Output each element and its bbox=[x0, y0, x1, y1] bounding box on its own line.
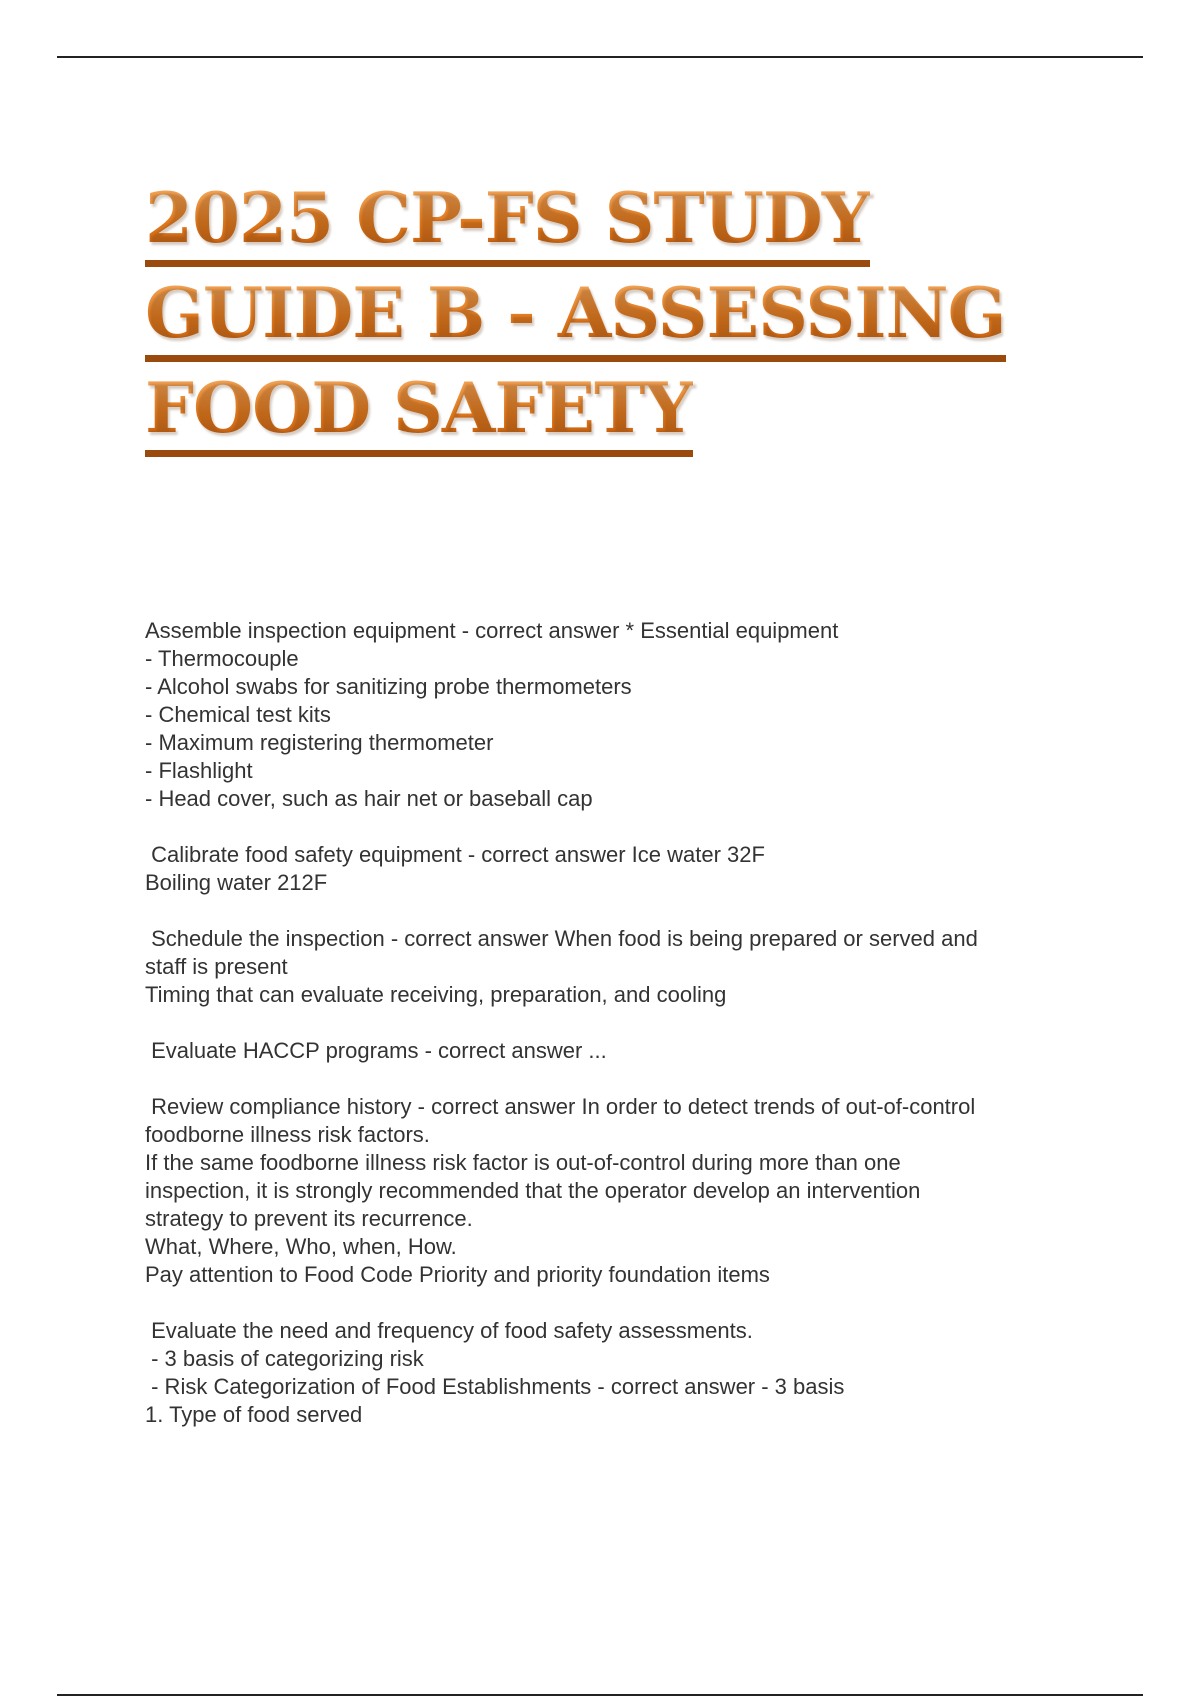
text-line: Boiling water 212F bbox=[145, 870, 328, 895]
bottom-rule bbox=[57, 1694, 1143, 1696]
document-title bbox=[145, 178, 1145, 463]
title-line-2: GUIDE B - ASSESSING bbox=[145, 273, 1006, 362]
top-rule bbox=[57, 56, 1143, 58]
block-schedule-inspection bbox=[145, 925, 1105, 1009]
text-line: If the same foodborne illness risk factor is out-of-control during more than one bbox=[145, 1150, 901, 1175]
text-line: Review compliance history - correct answer In order to detect trends of out-of-control bbox=[145, 1094, 976, 1119]
block-inspection-equipment bbox=[145, 617, 1105, 813]
title-line-1: 2025 CP-FS STUDY bbox=[145, 178, 870, 267]
text-line: Evaluate HACCP programs - correct answer ... bbox=[145, 1038, 607, 1063]
text-line: - Thermocouple bbox=[145, 646, 299, 671]
text-line: Calibrate food safety equipment - correct answer Ice water 32F bbox=[145, 842, 765, 867]
text-line: staff is present bbox=[145, 954, 288, 979]
text-line: Schedule the inspection - correct answer When food is being prepared or served and bbox=[145, 926, 978, 951]
text-line: What, Where, Who, when, How. bbox=[145, 1234, 457, 1259]
text-line: 1. Type of food served bbox=[145, 1402, 363, 1427]
text-line: Assemble inspection equipment - correct answer * Essential equipment bbox=[145, 618, 839, 643]
text-line: - 3 basis of categorizing risk bbox=[145, 1346, 424, 1371]
title-line-3: FOOD SAFETY bbox=[145, 368, 693, 457]
block-assessment-frequency bbox=[145, 1317, 1105, 1429]
block-evaluate-haccp bbox=[145, 1037, 1105, 1065]
text-line: Pay attention to Food Code Priority and priority foundation items bbox=[145, 1262, 770, 1287]
text-line: foodborne illness risk factors. bbox=[145, 1122, 430, 1147]
text-line: Timing that can evaluate receiving, preparation, and cooling bbox=[145, 982, 727, 1007]
text-line: strategy to prevent its recurrence. bbox=[145, 1206, 473, 1231]
text-line: inspection, it is strongly recommended that the operator develop an intervention bbox=[145, 1178, 921, 1203]
text-line: Evaluate the need and frequency of food safety assessments. bbox=[145, 1318, 753, 1343]
text-line: - Alcohol swabs for sanitizing probe thermometers bbox=[145, 674, 632, 699]
text-line: - Maximum registering thermometer bbox=[145, 730, 494, 755]
text-line: - Flashlight bbox=[145, 758, 253, 783]
study-guide-body bbox=[145, 617, 1105, 1429]
block-calibrate-equipment bbox=[145, 841, 1105, 897]
block-compliance-history bbox=[145, 1093, 1105, 1289]
text-line: - Chemical test kits bbox=[145, 702, 331, 727]
text-line: - Head cover, such as hair net or baseball cap bbox=[145, 786, 593, 811]
text-line: - Risk Categorization of Food Establishments - correct answer - 3 basis bbox=[145, 1374, 845, 1399]
